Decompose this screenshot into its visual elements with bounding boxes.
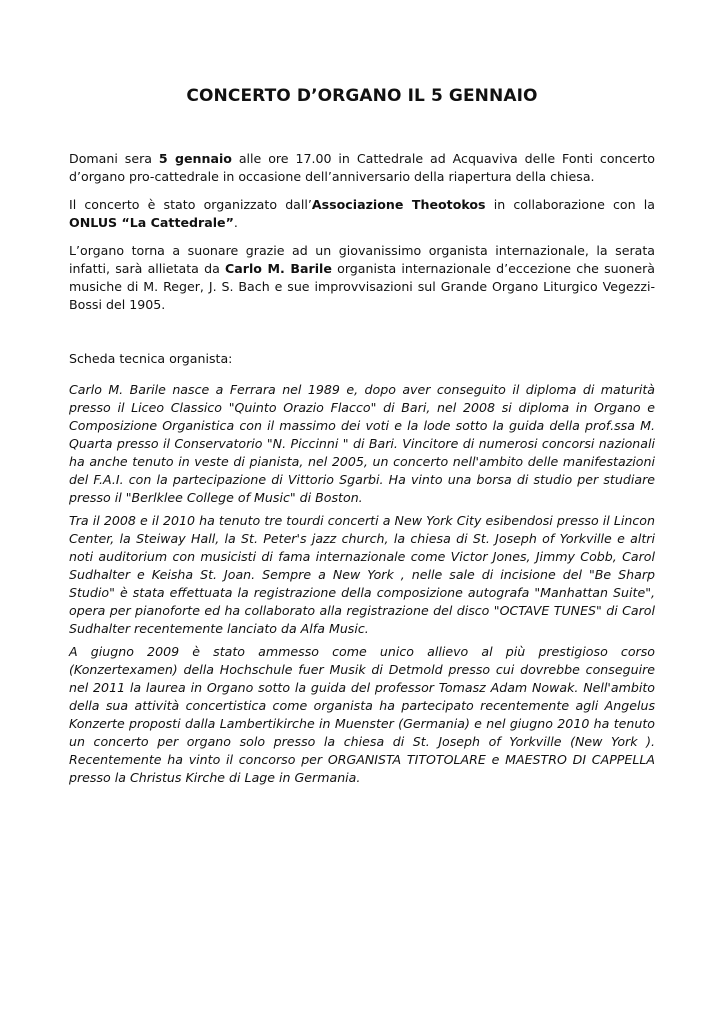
p1-bold-date: 5 gennaio bbox=[158, 151, 232, 166]
p3-bold-name: Carlo M. Barile bbox=[225, 261, 332, 276]
p2-text-3: . bbox=[233, 215, 238, 230]
p3-text-2: organista internazionale d’eccezione che suonerà musiche di M. Reger, J. S. Bach e sue improvvisazioni sul Grande Organo Liturgico Vegezzi-Bossi del 1905. bbox=[69, 261, 655, 312]
paragraph-performer bbox=[69, 242, 655, 314]
paragraph-biography-1: Carlo M. Barile nasce a Ferrara nel 1989 e, dopo aver conseguito il diploma di maturità presso il Liceo Classico "Quinto Orazio Flacco" di Bari, nel 2008 si diploma in Organo e Composizione Organistica con il massimo dei voti e la lode sotto la guida della prof.ssa M. Quarta presso il Conservatorio "N. Piccinni " di Bari. Vincitore di numerosi concorsi nazionali ha anche tenuto in veste di pianista, nel 2005, un concerto nell'ambito delle manifestazioni del F.A.I. con la partecipazione di Vittorio Sgarbi. Ha vinto una borsa di studio per studiare presso il "Berlklee College of Music" di Boston. bbox=[69, 382, 655, 505]
p3-text-1: L’organo torna a suonare grazie ad un giovanissimo organista internazionale, la serata infatti, sarà allietata da bbox=[69, 243, 655, 276]
section-heading-technical-sheet: Scheda tecnica organista: bbox=[69, 351, 233, 366]
paragraph-biography-2: Tra il 2008 e il 2010 ha tenuto tre tourdi concerti a New York City esibendosi presso il Lincon Center, la Steiway Hall, la St. Peter's jazz church, la chiesa di St. Joseph of Yorkville e altri noti auditorium con musicisti di fama internazionale come Victor Jones, Jimmy Cobb, Carol Sudhalter e Keisha St. Joan. Sempre a New York , nelle sale di incisione del "Be Sharp Studio" è stata effettuata la registrazione della composizione autografa "Manhattan Suite", opera per pianoforte ed ha collaborato alla registrazione del disco "OCTAVE TUNES" di Carol Sudhalter recentemente lanciato da Alfa Music. bbox=[69, 513, 655, 636]
page-title: CONCERTO D’ORGANO IL 5 GENNAIO bbox=[186, 86, 538, 106]
p1-text-2: alle ore 17.00 in Cattedrale ad Acquaviva delle Fonti concerto d’organo pro-cattedrale in occasione dell’anniversario della riapertura della chiesa. bbox=[69, 151, 655, 184]
p1-text-1: Domani sera bbox=[69, 151, 159, 166]
p2-text-1: Il concerto è stato organizzato dall’ bbox=[69, 197, 312, 212]
p2-bold-onlus: ONLUS “La Cattedrale” bbox=[69, 215, 234, 230]
p2-bold-association: Associazione Theotokos bbox=[311, 197, 486, 212]
paragraph-announcement bbox=[69, 150, 655, 186]
p2-text-2: in collaborazione con la bbox=[485, 197, 656, 212]
paragraph-biography-3: A giugno 2009 è stato ammesso come unico allievo al più prestigioso corso (Konzertexamen) della Hochschule fuer Musik di Detmold presso cui dovrebbe conseguire nel 2011 la laurea in Organo sotto la guida del professor Tomasz Adam Nowak. Nell'ambito della sua attività concertistica come organista ha partecipato recentemente agli Angelus Konzerte proposti dalla Lambertikirche in Muenster (Germania) e nel giugno 2010 ha tenuto un concerto per organo solo presso la chiesa di St. Joseph of Yorkville (New York ). Recentemente ha vinto il concorso per ORGANISTA TITOTOLARE e MAESTRO DI CAPPELLA presso la Christus Kirche di Lage in Germania. bbox=[69, 644, 655, 785]
paragraph-organizers bbox=[69, 196, 655, 232]
